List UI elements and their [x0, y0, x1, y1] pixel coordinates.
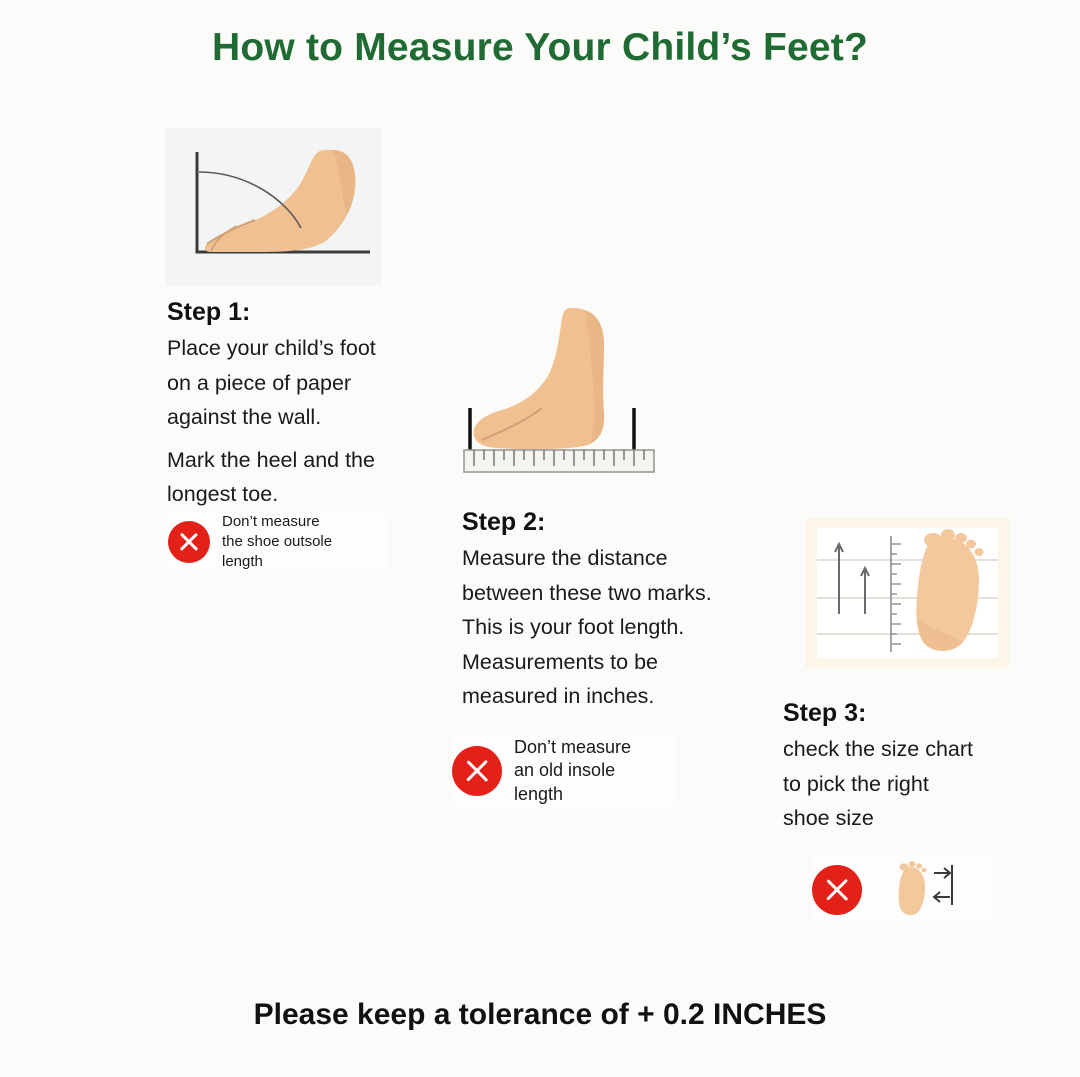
- step2-line-4: Measurements to be: [462, 649, 658, 674]
- cross-icon: [452, 746, 502, 796]
- step3-line-2: to pick the right: [783, 771, 929, 796]
- step2-line-1: Measure the distance: [462, 546, 668, 570]
- step3-text-block: [783, 699, 1023, 838]
- step3-description: [783, 734, 1023, 834]
- step2-illustration: [452, 300, 687, 485]
- step3-illustration: [805, 518, 1010, 668]
- step2-warning: [452, 735, 677, 807]
- step1-warning-text: [222, 512, 332, 571]
- step1-line-3: against the wall.: [167, 405, 322, 430]
- step1-description: [167, 333, 412, 510]
- step2-line-3: This is your foot length.: [462, 615, 685, 640]
- step1-line-1: Place your child’s foot: [167, 336, 376, 360]
- step1-warning-line-3: length: [222, 552, 263, 570]
- tolerance-note: Please keep a tolerance of + 0.2 INCHES: [253, 998, 827, 1031]
- step1-line-4: Mark the heel and the: [167, 447, 375, 472]
- step2-text-block: [462, 508, 782, 716]
- step3-line-3: shoe size: [783, 806, 874, 831]
- step2-warning-line-3: length: [514, 783, 564, 804]
- cross-icon: [168, 521, 210, 563]
- step1-line-5: longest toe.: [167, 482, 279, 507]
- step1-illustration: [165, 128, 381, 286]
- step2-line-5: measured in inches.: [462, 684, 655, 709]
- step1-warning: [168, 513, 388, 571]
- step3-heading: Step 3:: [783, 699, 867, 727]
- step2-warning-line-2: an old insole: [514, 760, 616, 781]
- step2-warning-text: [514, 736, 631, 806]
- page-title: How to Measure Your Child’s Feet?: [212, 26, 868, 69]
- insole-measure-icon: [888, 857, 960, 924]
- step2-line-2: between these two marks.: [462, 580, 712, 605]
- step2-description: [462, 543, 782, 712]
- step1-line-2: on a piece of paper: [167, 370, 352, 395]
- step1-warning-line-2: the shoe outsole: [222, 533, 333, 551]
- step1-text-block: [167, 298, 412, 514]
- step2-heading: Step 2:: [462, 508, 546, 536]
- step3-warning: [812, 855, 992, 925]
- step1-heading: Step 1:: [167, 298, 251, 326]
- step3-line-1: check the size chart: [783, 737, 974, 761]
- step2-warning-line-1: Don’t measure: [514, 736, 632, 757]
- cross-icon: [812, 865, 862, 915]
- step1-warning-line-1: Don’t measure: [222, 513, 320, 531]
